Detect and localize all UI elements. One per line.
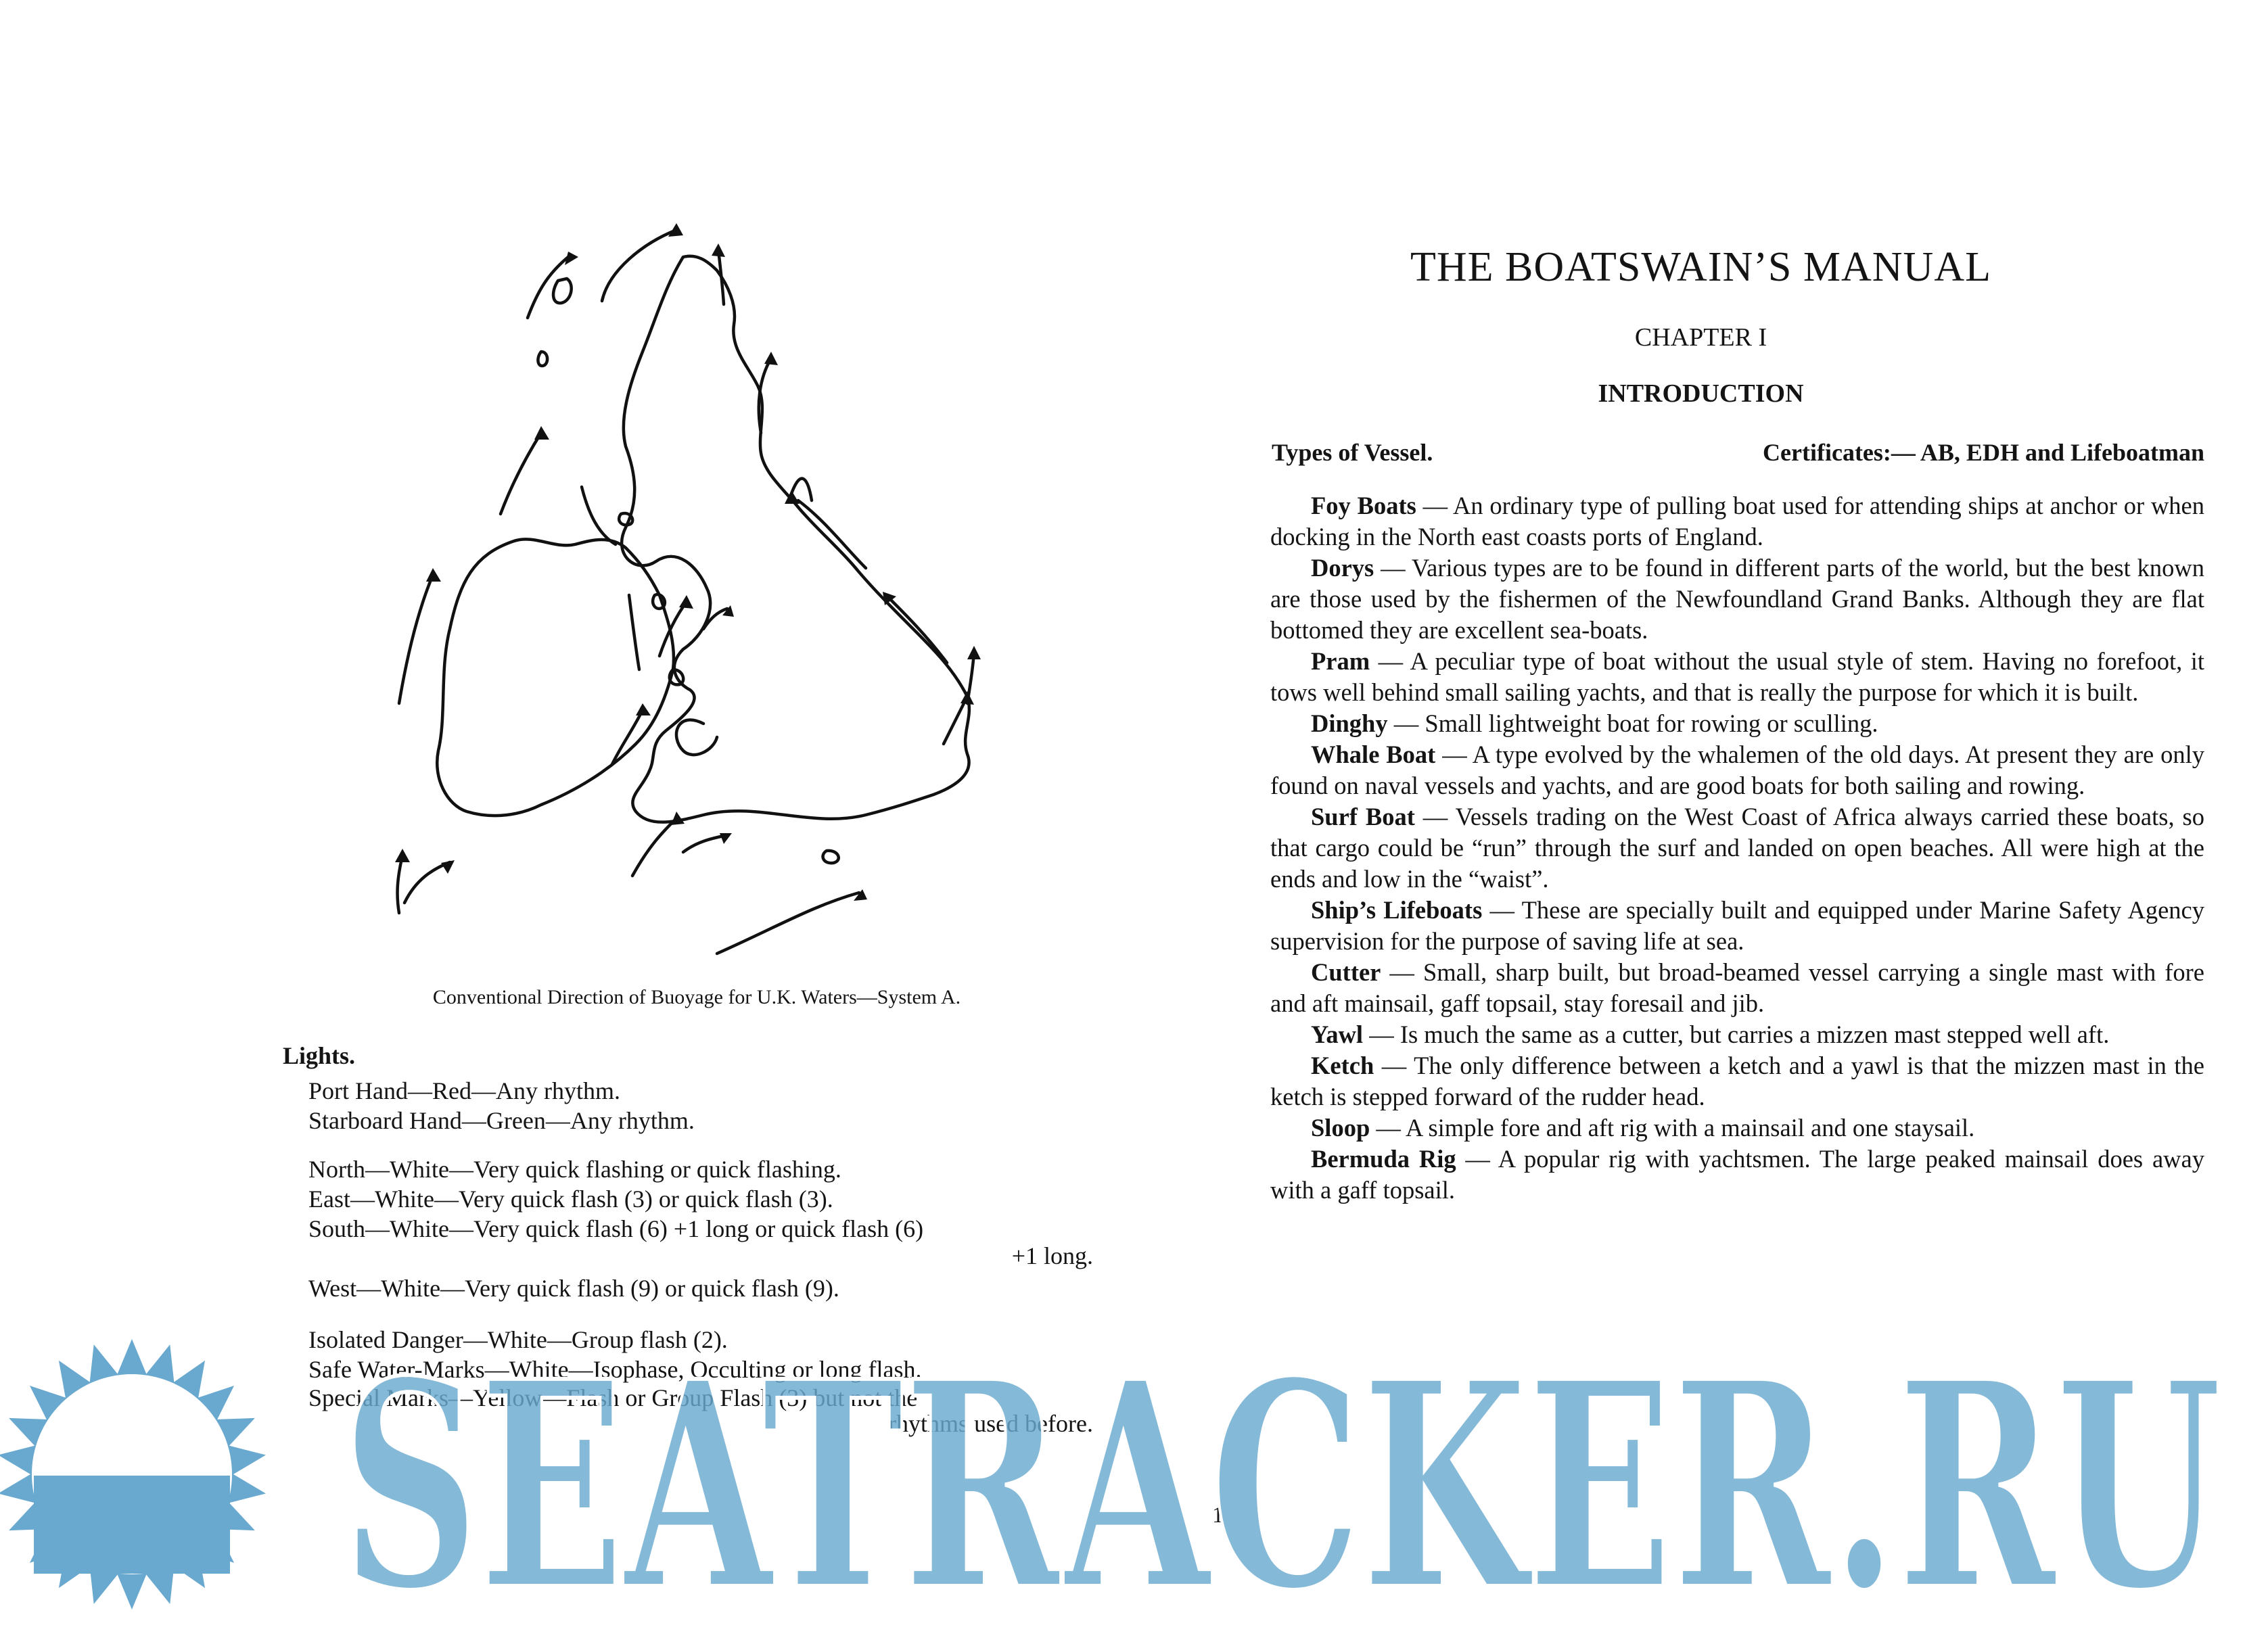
buoyage-arrow (582, 487, 616, 544)
vessel-entry (1270, 1144, 2204, 1206)
light-starboard-hand: Starboard Hand—Green—Any rhythm. (308, 1107, 695, 1134)
entry-text: — Is much the same as a cutter, but carries a mizzen mast stepped well aft. (1363, 1020, 2110, 1048)
page-number: 1 (1212, 1503, 1224, 1528)
buoyage-arrow (612, 710, 643, 764)
buoyage-arrow (632, 818, 676, 876)
watermark-text: SEATRACKER.RU (342, 1320, 2222, 1623)
buoyage-arrow (398, 855, 402, 913)
entry-term: Bermuda Rig (1311, 1145, 1456, 1173)
entry-term: Ketch (1311, 1052, 1374, 1079)
entry-text: — A type evolved by the whalemen of the old days. At present they are only found on naval vessels and yachts, and are good boats for both sailing and rowing. (1270, 741, 2204, 799)
ireland-outline (437, 539, 674, 816)
light-port-hand: Port Hand—Red—Any rhythm. (308, 1077, 620, 1104)
buoyage-arrow (501, 433, 541, 514)
entry-text: — A simple fore and aft rig with a mainsail and one staysail. (1370, 1114, 1975, 1142)
entry-text: — Various types are to be found in different parts of the world, but the best known are those used by the fishermen of the Newfoundland Grand Banks. Although they are flat bottomed they are excellent sea-boats. (1270, 554, 2204, 644)
vessel-entry (1270, 1050, 2204, 1112)
entry-term: Yawl (1311, 1020, 1364, 1048)
wales-coast-outline (676, 720, 717, 755)
entry-term: Surf Boat (1311, 803, 1415, 830)
buoyage-arrow (404, 862, 450, 903)
book-title: THE BOATSWAIN’S MANUAL (1410, 244, 1991, 290)
entry-text: — These are specially built and equipped under Marine Safety Agency supervision for the purpose of saving life at sea. (1270, 896, 2204, 955)
light-south-continued: +1 long. (1011, 1242, 1093, 1269)
map-caption: Conventional Direction of Buoyage for U.K. Waters—System A. (432, 986, 961, 1008)
entry-term: Foy Boats (1311, 492, 1416, 519)
buoyage-arrow (759, 358, 771, 433)
entry-term: Pram (1311, 647, 1370, 675)
vessel-entry (1270, 739, 2204, 801)
entry-term: Whale Boat (1311, 741, 1436, 768)
vessel-entry (1270, 1112, 2204, 1144)
buoyage-arrow (629, 595, 639, 670)
buoyage-arrow (528, 257, 568, 318)
light-north: North—White—Very quick flashing or quick flashing. (308, 1156, 841, 1183)
entry-text: — An ordinary type of pulling boat used for attending ships at anchor or when docking in the North east coasts ports of England. (1270, 492, 2204, 550)
vessel-entry (1270, 895, 2204, 957)
entry-text: — Small lightweight boat for rowing or sculling. (1387, 709, 1878, 737)
light-special-marks: Special Marks—Yellow—Flash or Group Flash (3) but not the (308, 1384, 918, 1411)
entry-text: — The only difference between a ketch and a yawl is that the mizzen mast in the ketch is stepped forward of the rudder head. (1270, 1052, 2204, 1110)
vessel-entry (1270, 646, 2204, 708)
buoyage-arrow (399, 575, 433, 703)
entry-term: Dinghy (1311, 709, 1388, 737)
buoyage-arrow (798, 500, 866, 568)
buoyage-arrow (889, 598, 947, 663)
island-outline (538, 352, 547, 366)
light-west: West—White—Very quick flash (9) or quick flash (9). (308, 1275, 839, 1302)
light-isolated-danger: Isolated Danger—White—Group flash (2). (308, 1326, 728, 1353)
island-outline (553, 279, 572, 303)
chapter-heading: CHAPTER I (1634, 323, 1767, 352)
vessel-entry (1270, 490, 2204, 553)
great-britain-outline (622, 256, 969, 822)
entry-text: — Vessels trading on the West Coast of Africa always carried these boats, so that cargo could be “run” through the surf and landed on open beaches. All were high at the ends and low in the “waist”. (1270, 803, 2204, 893)
vessel-entry (1270, 708, 2204, 739)
subheading-certificates: Certificates:— AB, EDH and Lifeboatman (1763, 439, 2204, 466)
entry-term: Dorys (1311, 554, 1374, 582)
entry-term: Cutter (1311, 958, 1381, 986)
light-safe-water: Safe Water-Marks—White—Isophase, Occulting or long flash. (308, 1356, 922, 1383)
buoyage-arrow (683, 835, 727, 852)
section-heading: INTRODUCTION (1598, 379, 1804, 408)
lights-heading: Lights. (283, 1042, 356, 1069)
uk-buoyage-map-illustration (365, 203, 1096, 987)
entry-term: Ship’s Lifeboats (1311, 896, 1483, 924)
entry-text: — Small, sharp built, but broad-beamed vessel carrying a single mast with fore and aft mainsail, gaff topsail, stay foresail and jib. (1270, 958, 2204, 1017)
entry-text: — A popular rig with yachtsmen. The large peaked mainsail does away with a gaff topsail. (1270, 1145, 2204, 1204)
right-page (1134, 0, 2268, 1644)
vessel-entry (1270, 553, 2204, 646)
subheading-types-of-vessel: Types of Vessel. (1272, 439, 1433, 466)
vessel-entry (1270, 801, 2204, 895)
light-east: East—White—Very quick flash (3) or quick flash (3). (308, 1185, 833, 1213)
buoyage-arrow (944, 697, 967, 744)
light-special-marks-continued: rhythms used before. (888, 1410, 1093, 1437)
light-south: South—White—Very quick flash (6) +1 long or quick flash (6) (308, 1215, 924, 1242)
entry-term: Sloop (1311, 1114, 1370, 1142)
buoyage-arrow (717, 893, 859, 954)
vessel-entries (1270, 490, 2204, 1206)
vessel-entry (1270, 957, 2204, 1019)
vessel-entry (1270, 1019, 2204, 1050)
island-outline (823, 851, 839, 863)
entry-text: — A peculiar type of boat without the usual style of stem. Having no forefoot, it tows well behind small sailing yachts, and that is really the purpose for which it is built. (1270, 647, 2204, 706)
